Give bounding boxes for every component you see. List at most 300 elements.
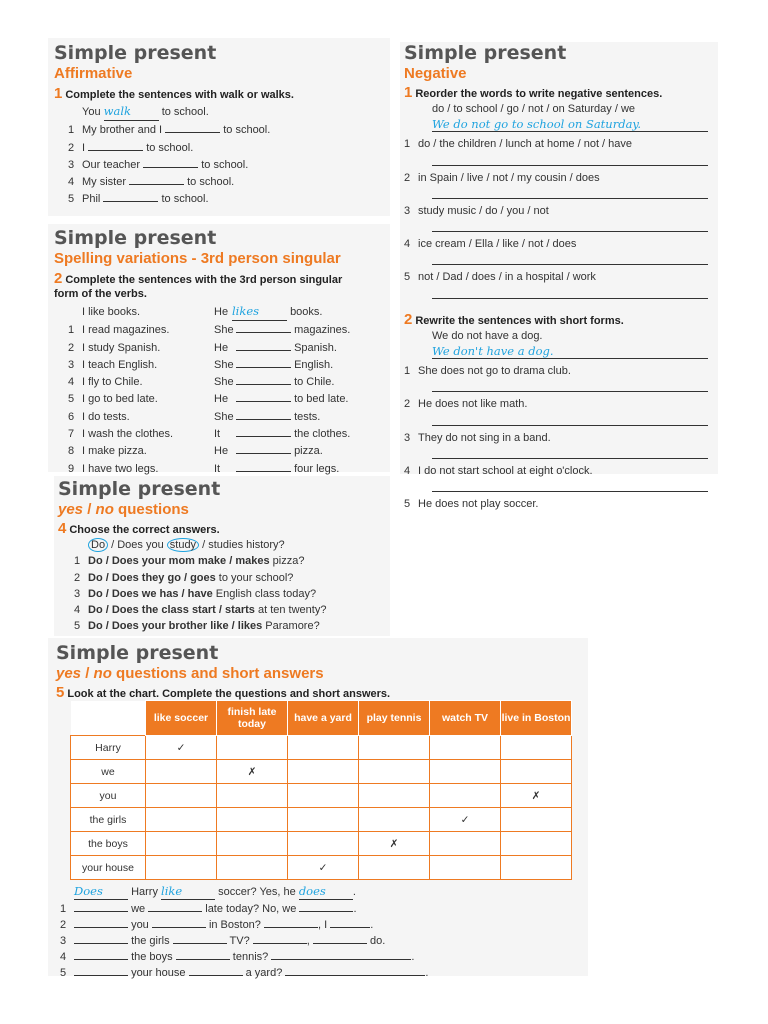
item-subject: Harry	[131, 886, 158, 898]
answer-blank[interactable]	[236, 373, 291, 385]
item-end: Spanish.	[294, 341, 337, 354]
option-choice[interactable]: Do / Does the class	[88, 604, 192, 617]
item-number: 1	[60, 903, 67, 915]
exercise-line	[404, 136, 714, 152]
column-header: live in Boston	[501, 701, 572, 736]
exercise-line	[60, 964, 580, 980]
section-subtitle: yes / no questions and short answers	[56, 665, 324, 682]
option-text: / studies history?	[199, 539, 285, 551]
answer-blank[interactable]	[165, 121, 220, 133]
item-base: I study Spanish.	[82, 341, 161, 354]
section-subtitle: yes / no questions	[58, 501, 189, 518]
instruction-text: Complete the sentences with walk or walks.	[65, 89, 294, 101]
item-base: I read magazines.	[82, 324, 170, 337]
item-end: magazines.	[294, 324, 351, 337]
option-choice[interactable]: like / likes	[210, 620, 263, 633]
chart-cell: ✓	[430, 808, 501, 832]
table-row	[71, 784, 572, 808]
answer-blank[interactable]	[236, 425, 291, 437]
section-title: Simple present	[56, 642, 219, 664]
item-number: 1	[68, 124, 75, 137]
example-answer: We do not go to school on Saturday.	[432, 117, 642, 132]
answer-blank[interactable]	[236, 442, 291, 454]
column-header: watch TV	[430, 701, 501, 736]
exercise-line	[404, 463, 714, 479]
item-prompt: do / the children / lunch at home / not / have	[418, 138, 633, 151]
item-text: ,	[306, 935, 310, 947]
answer-blank[interactable]	[74, 916, 128, 928]
chart-cell	[146, 784, 217, 808]
chart-corner	[71, 701, 146, 736]
item-number: 5	[404, 498, 411, 511]
item-base: I go to bed late.	[82, 393, 158, 406]
answer-blank[interactable]	[236, 339, 291, 351]
chart-cell	[146, 808, 217, 832]
exercise-line	[404, 496, 714, 512]
exercise-line	[404, 396, 714, 412]
item-number: 4	[68, 376, 75, 389]
item-prompt: He does not play soccer.	[418, 498, 539, 511]
row-label: we	[71, 760, 146, 784]
example-prompt: do / to school / go / not / on Saturday / we	[432, 103, 636, 115]
item-subject: you	[131, 919, 149, 931]
item-number: 4	[60, 951, 67, 963]
answer-blank[interactable]	[104, 103, 159, 121]
item-number: 3	[68, 158, 75, 171]
chart-cell	[146, 832, 217, 856]
exercise-line	[68, 390, 384, 407]
answer-blank[interactable]	[253, 932, 307, 944]
example-answer: walk	[103, 104, 131, 118]
item-subject: It	[214, 462, 221, 475]
item-number: 7	[68, 428, 75, 441]
item-subject: He	[214, 306, 229, 318]
item-end: .	[411, 951, 415, 963]
answer-blank[interactable]	[74, 964, 128, 976]
item-number: 5	[68, 393, 75, 406]
section-subtitle: Negative	[404, 65, 467, 82]
option-text: / Does you	[108, 539, 167, 551]
row-label: the girls	[71, 808, 146, 832]
exercise-line	[68, 373, 384, 390]
answer-blank[interactable]	[129, 173, 184, 185]
example-answer: We don't have a dog.	[432, 344, 554, 359]
example-answer: does	[298, 884, 326, 898]
item-prompt: They do not sing in a band.	[418, 431, 551, 444]
example-prompt: We do not have a dog.	[432, 329, 543, 342]
exercise-line	[404, 203, 714, 219]
chart-cell: ✓	[288, 856, 359, 880]
item-base: I have two legs.	[82, 462, 159, 475]
item-base: I make pizza.	[82, 445, 147, 458]
exercise-number: 5	[56, 684, 65, 701]
exercise-number: 2	[404, 310, 413, 328]
example-answer: like	[161, 884, 183, 898]
exercise-line	[60, 932, 580, 948]
exercise-line[interactable]	[74, 553, 386, 569]
chart-cell	[359, 760, 430, 784]
item-end: to school.	[161, 193, 209, 206]
item-end: books.	[290, 306, 323, 318]
exercise-number: 1	[54, 85, 63, 102]
item-number: 5	[60, 967, 67, 979]
chart-cell	[430, 760, 501, 784]
section-title: Simple present	[404, 42, 567, 64]
section-affirmative	[54, 42, 384, 208]
answer-blank[interactable]	[236, 408, 291, 420]
item-start: Phil	[82, 193, 101, 206]
section-yes-no-questions	[58, 478, 386, 635]
item-number: 1	[404, 365, 411, 378]
exercise-line	[68, 339, 384, 356]
item-start: I	[82, 141, 86, 154]
item-start: Our teacher	[82, 158, 141, 171]
item-end: to Chile.	[294, 376, 335, 389]
exercise-line	[68, 356, 384, 373]
table-row	[71, 856, 572, 880]
answer-blank[interactable]	[74, 884, 128, 900]
option-choice[interactable]: Do / Does your brother	[88, 620, 211, 633]
answer-blank[interactable]	[74, 932, 128, 944]
option-text: to your school?	[215, 571, 294, 584]
exercise-line[interactable]	[74, 586, 386, 602]
item-prompt: not / Dad / does / in a hospital / work	[418, 271, 596, 284]
answer-blank[interactable]	[74, 900, 128, 912]
exercise-line	[60, 916, 580, 932]
item-number: 2	[404, 398, 411, 411]
item-number: 4	[74, 604, 81, 617]
exercise-number: 2	[54, 270, 63, 287]
example-line	[68, 303, 384, 321]
chart-cell	[146, 856, 217, 880]
answer-blank[interactable]	[176, 948, 230, 960]
item-text: a yard?	[245, 967, 283, 979]
item-number: 2	[74, 571, 81, 584]
chart-cell: ✗	[501, 784, 572, 808]
answer-blank[interactable]	[232, 303, 287, 321]
item-text: TV?	[229, 935, 250, 947]
table-row	[71, 808, 572, 832]
answer-line[interactable]	[432, 230, 708, 232]
chart-cell	[146, 760, 217, 784]
item-end: pizza.	[294, 445, 323, 458]
instruction-text: Look at the chart. Complete the questions and short answers.	[67, 688, 391, 700]
answer-blank[interactable]	[313, 932, 367, 944]
item-base: I teach English.	[82, 358, 158, 371]
item-number: 5	[68, 193, 75, 206]
answer-blank[interactable]	[173, 932, 227, 944]
item-end: .	[425, 967, 429, 979]
answer-line[interactable]	[432, 457, 708, 459]
option-choice[interactable]: has / have	[159, 587, 213, 600]
instruction	[54, 87, 384, 102]
item-subject: He	[214, 445, 229, 458]
item-subject: She	[214, 410, 234, 423]
section-title: Simple present	[54, 227, 217, 249]
item-start: My sister	[82, 176, 126, 189]
item-end: four legs.	[294, 462, 340, 475]
chart-cell	[501, 736, 572, 760]
chart-cell: ✗	[359, 832, 430, 856]
item-number: 3	[404, 204, 411, 217]
instruction	[56, 686, 586, 701]
option-text: Paramore?	[262, 620, 320, 633]
instruction-text: Complete the sentences with the 3rd person singular form of the verbs.	[54, 274, 343, 300]
chart-cell	[217, 832, 288, 856]
item-subject: your house	[131, 967, 186, 979]
exercise-line[interactable]	[74, 602, 386, 618]
section-spelling	[54, 227, 384, 477]
instruction-text: Rewrite the sentences with short forms.	[415, 314, 624, 327]
item-number: 2	[68, 341, 75, 354]
chart-cell	[217, 808, 288, 832]
activity-chart	[70, 700, 572, 880]
chart-cell	[288, 760, 359, 784]
item-text: late today? No, we	[205, 903, 297, 915]
item-number: 2	[60, 919, 67, 931]
item-text: tennis?	[232, 951, 269, 963]
item-number: 1	[68, 324, 75, 337]
answer-blank[interactable]	[236, 460, 291, 472]
answer-line[interactable]	[432, 424, 708, 426]
item-number: 3	[60, 935, 67, 947]
exercise-line	[68, 408, 384, 425]
instruction-text: Choose the correct answers.	[69, 524, 220, 536]
chart-cell: ✗	[217, 760, 288, 784]
example-answer: likes	[232, 304, 260, 318]
chart-cell	[217, 736, 288, 760]
item-end: tests.	[294, 410, 321, 423]
chart-cell	[501, 808, 572, 832]
exercise-line	[68, 156, 384, 173]
answer-line[interactable]	[432, 197, 708, 199]
item-number: 4	[404, 238, 411, 251]
answer-blank[interactable]	[236, 321, 291, 333]
item-number: 3	[404, 431, 411, 444]
exercise-line[interactable]	[74, 570, 386, 586]
answer-blank[interactable]	[299, 884, 353, 900]
item-base: I wash the clothes.	[82, 428, 174, 441]
chart-cell	[288, 784, 359, 808]
answer-line[interactable]	[432, 263, 708, 265]
table-row	[71, 832, 572, 856]
chart-cell	[359, 808, 430, 832]
item-number: 8	[68, 445, 75, 458]
item-base: I like books.	[82, 306, 141, 318]
item-subject: He	[214, 393, 229, 406]
chart-cell	[501, 856, 572, 880]
item-subject: She	[214, 376, 234, 389]
section-title: Simple present	[54, 42, 217, 64]
option-choice[interactable]: Do / Does your mom	[88, 555, 199, 568]
option-text: at ten twenty?	[254, 604, 327, 617]
example-start: You	[82, 106, 101, 118]
item-number: 2	[404, 171, 411, 184]
option-choice[interactable]: go / goes	[167, 571, 216, 584]
exercise-line[interactable]	[74, 618, 386, 634]
answer-blank[interactable]	[152, 916, 206, 928]
table-row	[71, 760, 572, 784]
answer-blank[interactable]	[161, 884, 215, 900]
item-end: do.	[369, 935, 386, 947]
answer-line[interactable]	[432, 164, 708, 166]
answer-line[interactable]	[432, 490, 708, 492]
item-end: .	[370, 919, 374, 931]
answer-blank[interactable]	[143, 156, 198, 168]
chart-cell	[217, 784, 288, 808]
answer-line[interactable]	[432, 117, 708, 132]
chart-header-row	[71, 701, 572, 736]
item-end: to school.	[201, 158, 249, 171]
option-choice[interactable]: start / starts	[191, 604, 255, 617]
example-line	[82, 103, 384, 121]
answer-blank[interactable]	[330, 916, 370, 928]
option-choice[interactable]: Do / Does we	[88, 587, 160, 600]
item-base: I fly to Chile.	[82, 376, 143, 389]
item-number: 9	[68, 462, 75, 475]
chart-cell	[359, 736, 430, 760]
item-text: , I	[317, 919, 328, 931]
instruction	[58, 522, 386, 537]
item-number: 6	[68, 410, 75, 423]
exercise-line	[68, 460, 384, 477]
short-answer-lines	[60, 884, 580, 980]
item-end: English.	[294, 358, 334, 371]
chart-cell	[501, 832, 572, 856]
column-header: finish late today	[217, 701, 288, 736]
answer-blank[interactable]	[236, 356, 291, 368]
chart-cell	[430, 856, 501, 880]
item-number: 1	[74, 555, 81, 568]
circled-answer[interactable]: study	[167, 538, 199, 552]
example-line	[60, 884, 580, 900]
exercise-number: 4	[58, 520, 67, 537]
example-answer: Does	[74, 884, 103, 898]
answer-blank[interactable]	[74, 948, 128, 960]
item-subject: the boys	[131, 951, 173, 963]
instruction	[54, 272, 354, 301]
chart-cell: ✓	[146, 736, 217, 760]
exercise-line	[404, 170, 714, 186]
item-subject: It	[214, 428, 221, 441]
instruction	[404, 310, 714, 328]
answer-blank[interactable]	[88, 139, 143, 151]
item-number: 1	[404, 138, 411, 151]
row-label: your house	[71, 856, 146, 880]
option-text: English class today?	[212, 587, 317, 600]
chart-cell	[288, 736, 359, 760]
section-short-answers	[56, 642, 586, 701]
row-label: Harry	[71, 736, 146, 760]
column-header: play tennis	[359, 701, 430, 736]
exercise-line	[68, 173, 384, 190]
section-subtitle: Spelling variations - 3rd person singular	[54, 250, 341, 267]
example-line	[88, 537, 386, 553]
answer-blank[interactable]	[271, 948, 411, 960]
item-prompt: He does not like math.	[418, 398, 528, 411]
exercise-line	[68, 425, 384, 442]
answer-line[interactable]	[432, 344, 708, 359]
item-prompt: study music / do / you / not	[418, 204, 549, 217]
answer-blank[interactable]	[148, 900, 202, 912]
chart-cell	[359, 856, 430, 880]
exercise-number: 1	[404, 84, 413, 101]
item-number: 3	[68, 358, 75, 371]
answer-blank[interactable]	[285, 964, 425, 976]
item-end: .	[352, 886, 356, 898]
chart-cell	[288, 808, 359, 832]
option-choice[interactable]: make / makes	[198, 555, 270, 568]
row-label: the boys	[71, 832, 146, 856]
item-start: My brother and I	[82, 124, 163, 137]
row-label: you	[71, 784, 146, 808]
instruction-text: Reorder the words to write negative sentences.	[415, 88, 663, 100]
item-prompt: ice cream / Ella / like / not / does	[418, 238, 577, 251]
item-end: to school.	[223, 124, 271, 137]
item-number: 3	[74, 587, 81, 600]
answer-blank[interactable]	[299, 900, 353, 912]
column-header: have a yard	[288, 701, 359, 736]
option-text: pizza?	[269, 555, 305, 568]
answer-blank[interactable]	[264, 916, 318, 928]
item-number: 4	[68, 176, 75, 189]
answer-blank[interactable]	[189, 964, 243, 976]
item-base: I do tests.	[82, 410, 130, 423]
item-subject: She	[214, 358, 234, 371]
chart-cell	[288, 832, 359, 856]
item-prompt: in Spain / live / not / my cousin / does	[418, 171, 600, 184]
exercise-line	[60, 948, 580, 964]
item-subject: the girls	[131, 935, 170, 947]
item-prompt: I do not start school at eight o'clock.	[418, 464, 593, 477]
item-number: 4	[404, 464, 411, 477]
exercise-line	[68, 442, 384, 459]
exercise-line	[68, 321, 384, 338]
section-title: Simple present	[58, 478, 221, 500]
item-prompt: She does not go to drama club.	[418, 365, 571, 378]
section-negative	[404, 42, 714, 513]
instruction	[404, 86, 714, 101]
chart-cell	[430, 736, 501, 760]
exercise-line	[68, 139, 384, 156]
item-subject: He	[214, 341, 229, 354]
circled-answer[interactable]: Do	[88, 538, 108, 552]
exercise-line	[404, 363, 714, 379]
answer-blank[interactable]	[236, 390, 291, 402]
chart-cell	[359, 784, 430, 808]
item-number: 5	[404, 271, 411, 284]
exercise-line	[60, 900, 580, 916]
table-row	[71, 736, 572, 760]
option-choice[interactable]: Do / Does they	[88, 571, 168, 584]
item-subject: She	[214, 324, 234, 337]
item-number: 2	[68, 141, 75, 154]
exercise-line	[404, 269, 714, 285]
item-end: to school.	[187, 176, 235, 189]
section-subtitle: Affirmative	[54, 65, 133, 82]
column-header: like soccer	[146, 701, 217, 736]
item-text: in Boston?	[208, 919, 261, 931]
item-text: soccer? Yes, he	[218, 886, 296, 898]
chart-cell	[430, 784, 501, 808]
chart-cell	[430, 832, 501, 856]
item-end: the clothes.	[294, 428, 351, 441]
answer-blank[interactable]	[103, 190, 158, 202]
item-end: .	[353, 903, 357, 915]
exercise-line	[404, 236, 714, 252]
answer-line[interactable]	[432, 390, 708, 392]
answer-line[interactable]	[432, 297, 708, 299]
